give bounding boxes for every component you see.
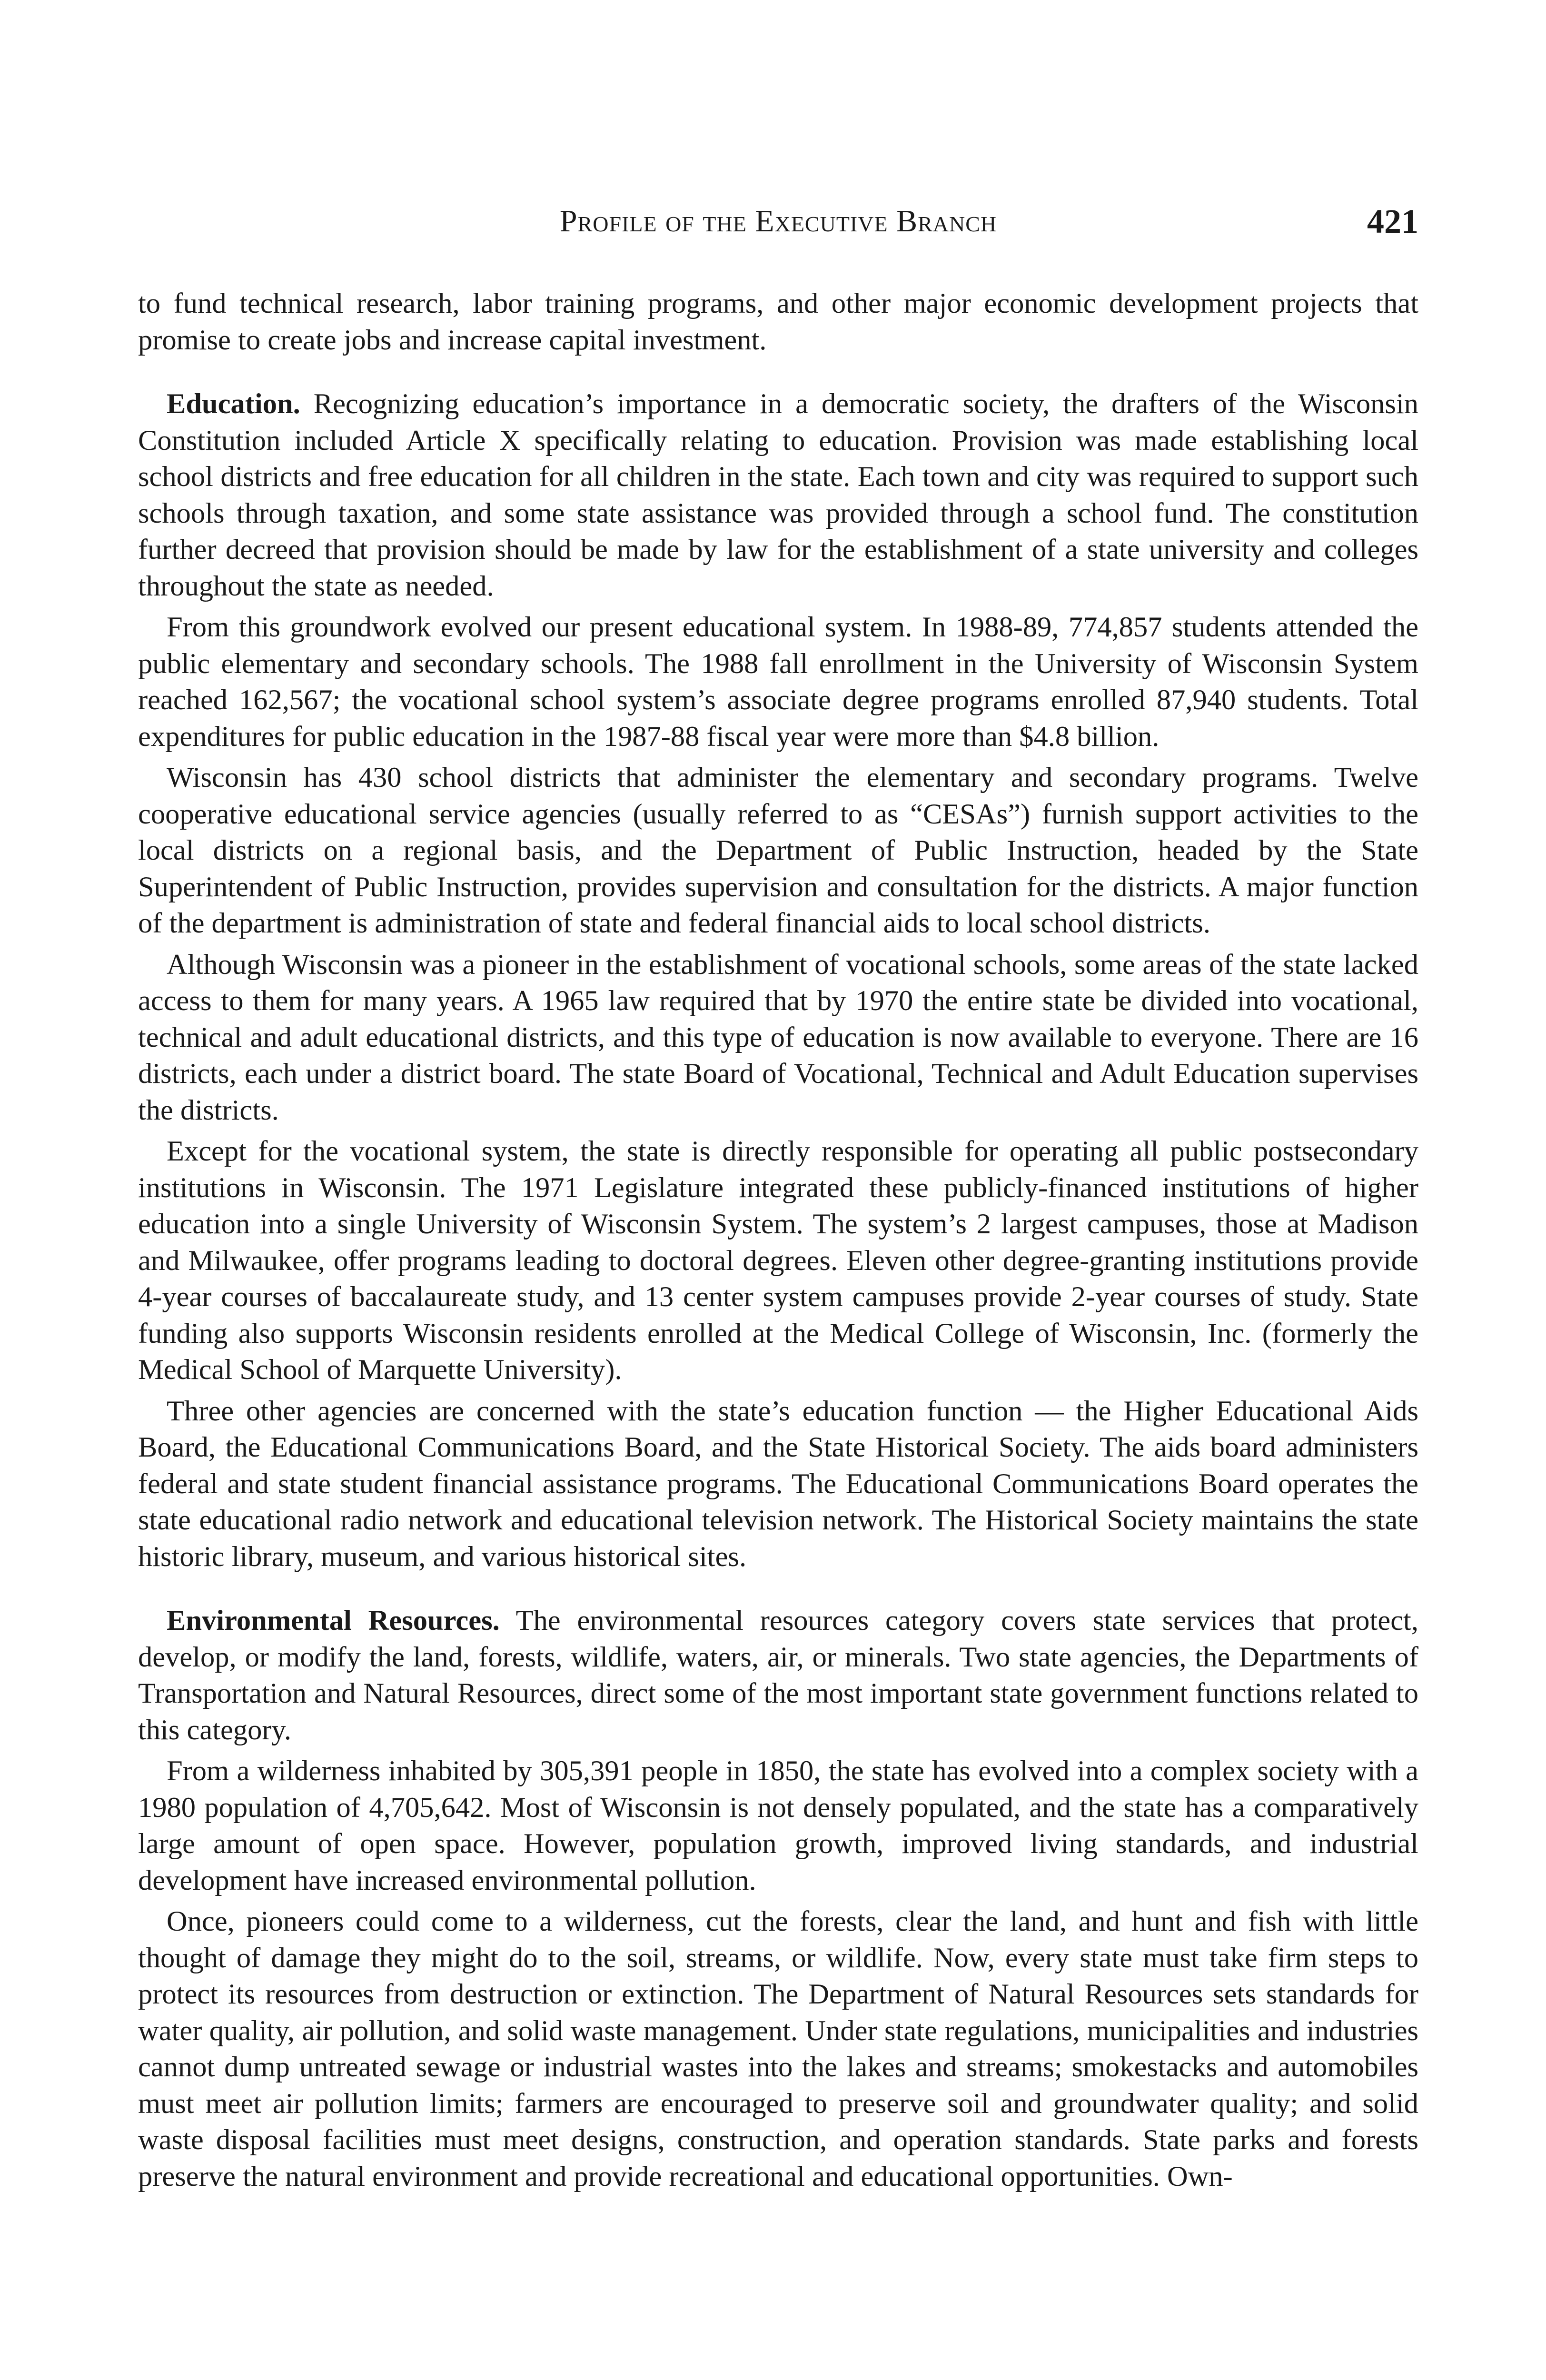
running-head [138,200,1418,243]
paragraph-education-system: From this groundwork evolved our present educational system. In 1988-89, 774,857 students attended the public elementary and secondary schools. The 1988 fall enrollment in the University of Wisconsin System reached 162,567; the vocational school system’s associate degree programs enrolled 87,940 students. Total expenditures for public education in the 1987-88 fiscal year were more than $4.8 billion. [138,611,1418,753]
paragraph-other-agencies: Three other agencies are concerned with the state’s education function — the Higher Educational Aids Board, the Educational Communications Board, and the State Historical Society. The aids board administers federal and state student financial assistance programs. The Educational Communications Board operates the state educational radio network and educational television network. The Historical Society maintains the state historic library, museum, and various historical sites. [138,1395,1418,1573]
paragraph-resource-protection: Once, pioneers could come to a wilderness, cut the forests, clear the land, and hunt and fish with little thought of damage they might do to the soil, streams, or wildlife. Now, every state must take firm steps to protect its resources from destruction or extinction. The Department of Natural Resources sets standards for water quality, air pollution, and solid waste management. Under state regulations, municipalities and industries cannot dump untreated sewage or industrial wastes into the lakes and streams; smokestacks and automobiles must meet air pollution limits; farmers are encouraged to preserve soil and groundwater quality; and solid waste disposal facilities must meet designs, construction, and operation standards. State parks and forests preserve the natural environment and provide recreational and educational opportunities. Own- [138,1905,1418,2192]
paragraph-vocational-schools: Although Wisconsin was a pioneer in the establishment of vocational schools, some areas of the state lacked access to them for many years. A 1965 law required that by 1970 the entire state be divided into vocational, technical and adult educational districts, and this type of education is now available to everyone. There are 16 districts, each under a district board. The state Board of Vocational, Technical and Adult Education supervises the districts. [138,948,1418,1126]
page-number: 421 [1367,202,1418,240]
body-text [138,286,1418,2195]
section-heading-education: Education. [167,388,300,420]
paragraph-education-intro [138,386,1418,605]
running-title: Profile of the Executive Branch [559,204,997,238]
paragraph-continuation: to fund technical research, labor training programs, and other major economic development projects that promise to create jobs and increase capital investment. [138,288,1418,356]
paragraph-school-districts: Wisconsin has 430 school districts that administer the elementary and secondary programs. Twelve cooperative educational service agencies (usually referred to as “CESAs”) furnish support activities to the local districts on a regional basis, and the Department of Public Instruction, headed by the State Superintendent of Public Instruction, provides supervision and consultation for the districts. A major function of the department is administration of state and federal financial aids to local school districts. [138,762,1418,939]
paragraph-postsecondary: Except for the vocational system, the state is directly responsible for operating all public postsecondary institutions in Wisconsin. The 1971 Legislature integrated these publicly-financed institutions of higher education into a single University of Wisconsin System. The system’s 2 largest campuses, those at Madison and Milwaukee, offer programs leading to doctoral degrees. Eleven other degree-granting institutions provide 4-year courses of baccalaureate study, and 13 center system campuses provide 2-year courses of study. State funding also supports Wisconsin residents enrolled at the Medical College of Wisconsin, Inc. (formerly the Medical School of Marquette University). [138,1135,1418,1386]
paragraph-environment-intro [138,1603,1418,1748]
paragraph-text: Recognizing education’s importance in a democratic society, the drafters of the Wisconsin Constitution included Article X specifically relating to education. Provision was made establishing local school districts and free education for all children in the state. Each town and city was required to support such schools through taxation, and some state assistance was provided through a school fund. The constitution further decreed that provision should be made by law for the establishment of a state university and colleges throughout the state as needed. [138,388,1419,602]
section-heading-environmental-resources: Environmental Resources. [167,1605,500,1636]
paragraph-text: The environmental resources category covers state services that protect, develop, or modify the land, forests, wildlife, waters, air, or minerals. Two state agencies, the Departments of Transportation and Natural Resources, direct some of the most important state government functions related to this category. [138,1605,1418,1746]
paragraph-population: From a wilderness inhabited by 305,391 people in 1850, the state has evolved into a complex society with a 1980 population of 4,705,642. Most of Wisconsin is not densely populated, and the state has a comparatively large amount of open space. However, population growth, improved living standards, and industrial development have increased environmental pollution. [138,1755,1418,1896]
